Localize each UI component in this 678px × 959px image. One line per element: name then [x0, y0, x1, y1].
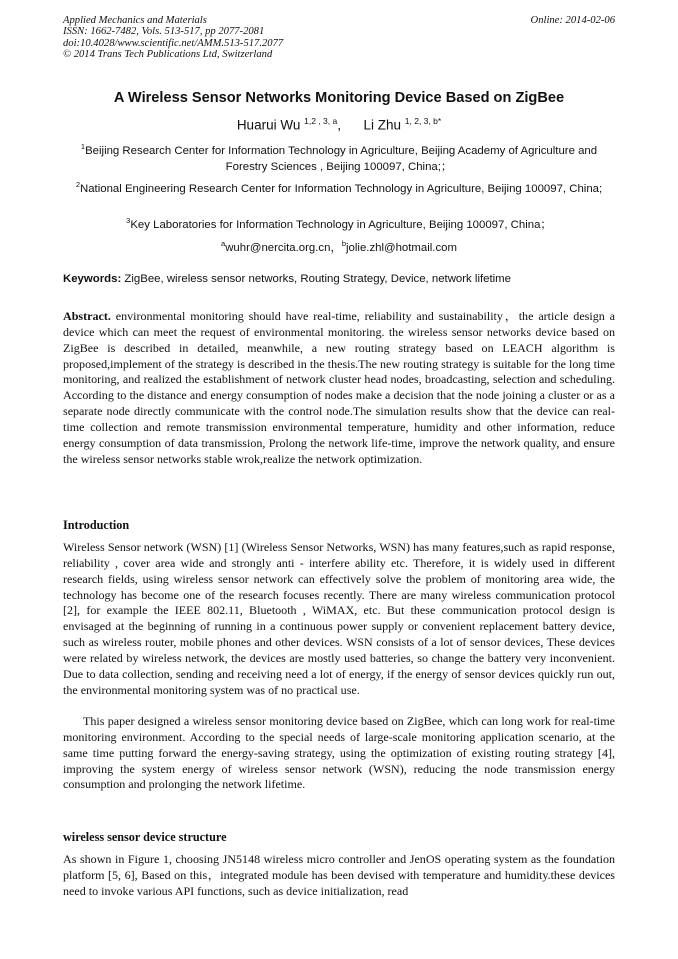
paper-title: A Wireless Sensor Networks Monitoring Device Based on ZigBee: [113, 90, 565, 106]
affiliation-3: [63, 213, 615, 233]
author-separator: ,: [337, 117, 341, 133]
doi-line: doi:10.4028/www.scientific.net/AMM.513-517.2077: [63, 37, 284, 49]
email-2[interactable]: jolie.zhl@hotmail.com: [346, 241, 457, 254]
affiliation-3-mark: 3: [126, 216, 131, 225]
journal-name: Applied Mechanics and Materials: [63, 15, 207, 26]
introduction-paragraph-2: This paper designed a wireless sensor monitoring device based on ZigBee, which can long work for real-time monitoring environment. According to the special needs of large-scale monitoring application scenario, at the same time putting forward the energy-saving strategy, using the optimization of existing routing strategy [4], improving the system energy of wireless sensor network (WSN), reducing the node transmission energy consumption and prolonging the network lifetime.: [63, 714, 615, 792]
introduction-heading: Introduction: [63, 518, 130, 532]
abstract: [63, 309, 615, 467]
affiliation-2-text: National Engineering Research Center for Information Technology in Agriculture, Beijing 100097, China;: [80, 182, 603, 195]
keywords-text: ZigBee, wireless sensor networks, Routing Strategy, Device, network lifetime: [121, 273, 511, 285]
abstract-label: Abstract.: [63, 309, 111, 323]
email-2-mark: b: [341, 239, 347, 248]
affiliation-1: [63, 139, 615, 175]
author-2: Li Zhu: [363, 117, 402, 133]
affiliation-2-mark: 2: [75, 180, 80, 189]
copyright-line: © 2014 Trans Tech Publications Ltd, Switzerland: [63, 49, 273, 61]
affiliation-1-text: Beijing Research Center for Information Technology in Agriculture, Beijing Academy of Agriculture and Forestry Sciences , Beijing 100097, China;；: [85, 144, 598, 173]
email-separator: ，: [330, 241, 342, 254]
author-1-affiliation-marks: 1,2 , 3, a: [304, 116, 338, 126]
keywords-label: Keywords:: [63, 273, 122, 285]
page-header: [63, 15, 615, 61]
device-structure-heading: wireless sensor device structure: [63, 830, 227, 844]
author-1: Huarui Wu: [236, 117, 301, 133]
email-line: [63, 236, 615, 256]
online-date: Online: 2014-02-06: [530, 15, 615, 26]
affiliation-1-mark: 1: [80, 142, 86, 151]
device-structure-paragraph: As shown in Figure 1, choosing JN5148 wireless micro controller and JenOS operating system as the foundation platform [5, 6], Based on this，integrated module has been devised with temperature and humidity.these devices need to invoke various API functions, such as device initialization, read: [63, 852, 615, 898]
affiliation-3-text: Key Laboratories for Information Technology in Agriculture, Beijing 100097, China；: [130, 218, 552, 231]
email-1[interactable]: wuhr@nercita.org.cn: [225, 241, 331, 254]
issn-line: ISSN: 1662-7482, Vols. 513-517, pp 2077-2081: [63, 26, 265, 38]
author-line: [40, 116, 638, 133]
affiliation-2: [63, 177, 615, 197]
email-1-mark: a: [221, 239, 226, 248]
introduction-paragraph-1: Wireless Sensor network (WSN) [1] (Wireless Sensor Networks, WSN) has many features,such as rapid response, reliability , cover area wide and strongly anti - interfere ability etc. Therefore, it is widely used in different research fields, using wireless sensor network can effectively solve the problem of monitoring area wide, the technology has become one of the research focuses recently. There are many wireless communication protocol [2], for example the IEEE 802.11, Bluetooth , WiMAX, etc. But these communication protocol design is envisaged at the beginning of running in a continuous power supply or convenient replacement battery device, such as wireless router, mobile phones and other devices. WSN consists of a lot of sensor devices, These devices were related by wireless network, the devices are mostly used batteries, so change the battery very inconvenient. Due to data collection, sending and receiving need a lot of energy, if the energy of sensor devices quickly run out, the environmental monitoring system was of no practical use.: [63, 540, 615, 697]
keywords: [63, 273, 615, 285]
author-2-affiliation-marks: 1, 2, 3, b*: [404, 116, 442, 126]
abstract-text: environmental monitoring should have real-time, reliability and sustainability，the article design a device which can meet the request of environmental monitoring. the wireless sensor networks device based on ZigBee is described in detailed, meanwhile, a new routing strategy based on LEACH algorithm is proposed,implement of the strategy is described in the thesis.The new routing strategy is suitable for the long time monitoring, and realized the establishment of network cluster head nodes, broadcasting, selection and scheduling. According to the distance and energy consumption of nodes make a decision that the node joining a cluster or as a separate node directly communicate with the control node.The simulation results show that the device can real-time collection and remote transmission environmental temperature, humidity and other information, reduce energy consumption of data transmission, Prolong the network life-time, improve the network quality, and ensure the wireless sensor networks stable wrok,realize the network optimization.: [63, 309, 615, 466]
